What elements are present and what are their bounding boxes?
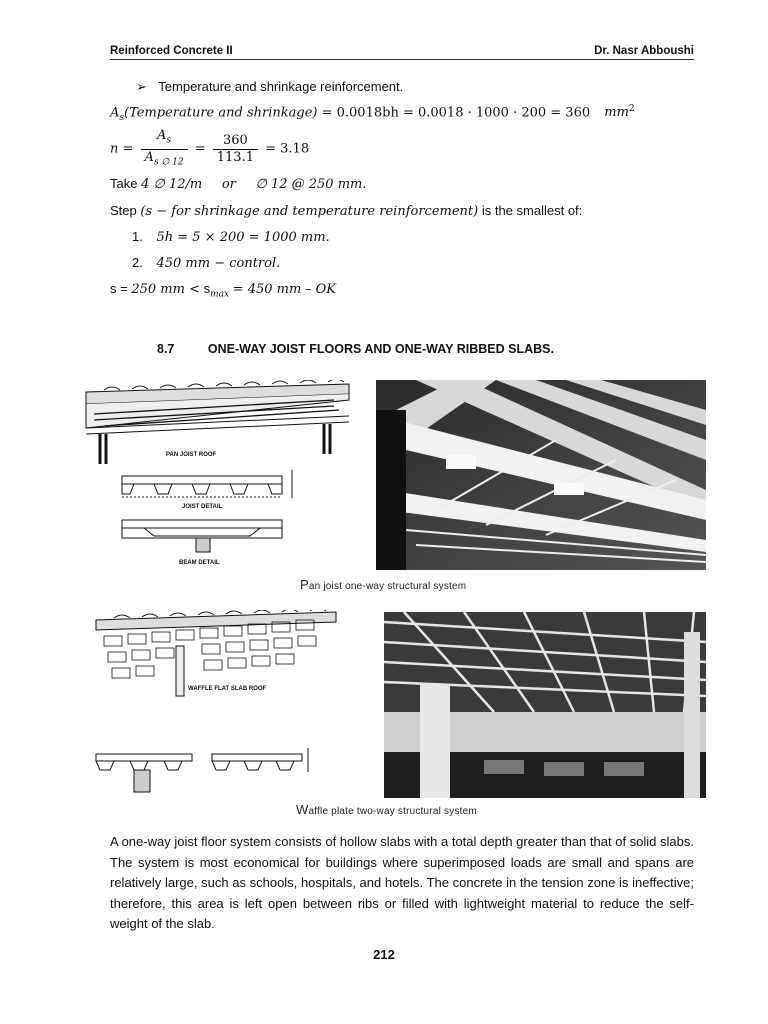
fraction-numeric: $\frac{360}{113.1}$ xyxy=(213,133,258,166)
bullet-arrow-icon: ➢ xyxy=(136,79,147,94)
waffle-flat-slab-roof-label: WAFFLE FLAT SLAB ROOF xyxy=(188,686,267,692)
list-item: 2. 450 mm − control. xyxy=(132,255,281,271)
equation-as: $A_s(Temperature$ and shrinkage) = 0.0018bh = 0.0018 · 1000 · 200 = 360 $mm^2$ xyxy=(110,104,635,123)
beam-detail-label: BEAM DETAIL xyxy=(179,560,220,566)
pan-joist-roof-label: PAN JOIST ROOF xyxy=(166,452,217,458)
step-line: Step (s − for shrinkage and temperature reinforcement) is the smallest of: xyxy=(110,203,583,219)
list-item: 1. 5h = 5 × 200 = 1000 mm. xyxy=(132,229,330,245)
result-line: s = 250 mm < $s_{max} = 450$ mm – OK xyxy=(110,281,336,300)
equation-n: n = $\frac{A_s}{A_{s \emptyset 12}}$ = $\frac{360}{113.1}$ = 3.18 xyxy=(110,128,309,170)
take-line: Take 4 ∅ 12/m or ∅ 12 @ 250 mm. xyxy=(110,176,367,192)
header-course-title: Reinforced Concrete II xyxy=(110,45,233,57)
page-header xyxy=(110,45,694,60)
bullet-text: Temperature and shrinkage reinforcement. xyxy=(158,79,404,94)
joist-detail-label: JOIST DETAIL xyxy=(182,504,223,510)
waffle-slab-photo xyxy=(384,612,706,798)
pan-joist-photo xyxy=(376,380,706,570)
bullet-line xyxy=(136,79,403,95)
header-author: Dr. Nasr Abboushi xyxy=(594,45,694,57)
page-number: 212 xyxy=(373,947,395,962)
body-paragraph: A one-way joist floor system consists of hollow slabs with a total depth greater than that of solid slabs. The system is most economical for buildings where superimposed loads are small and spans are relatively large, such as schools, hospitals, and hotels. The concrete in the tension zone is ineffective; therefore, this area is left open between ribs or filled with lightweight material to reduce the self-weight of the slab. xyxy=(110,834,694,931)
waffle-caption: Waffle plate two-way structural system xyxy=(296,802,477,817)
fraction-as-ratio: $\frac{A_s}{A_{s \emptyset 12}}$ xyxy=(141,128,188,170)
pan-joist-drawing xyxy=(84,380,354,570)
pan-joist-caption: Pan joist one-way structural system xyxy=(300,577,467,592)
waffle-slab-drawing xyxy=(94,610,346,800)
section-heading: 8.7 ONE-WAY JOIST FLOORS AND ONE-WAY RIBBED SLABS. xyxy=(157,342,554,356)
